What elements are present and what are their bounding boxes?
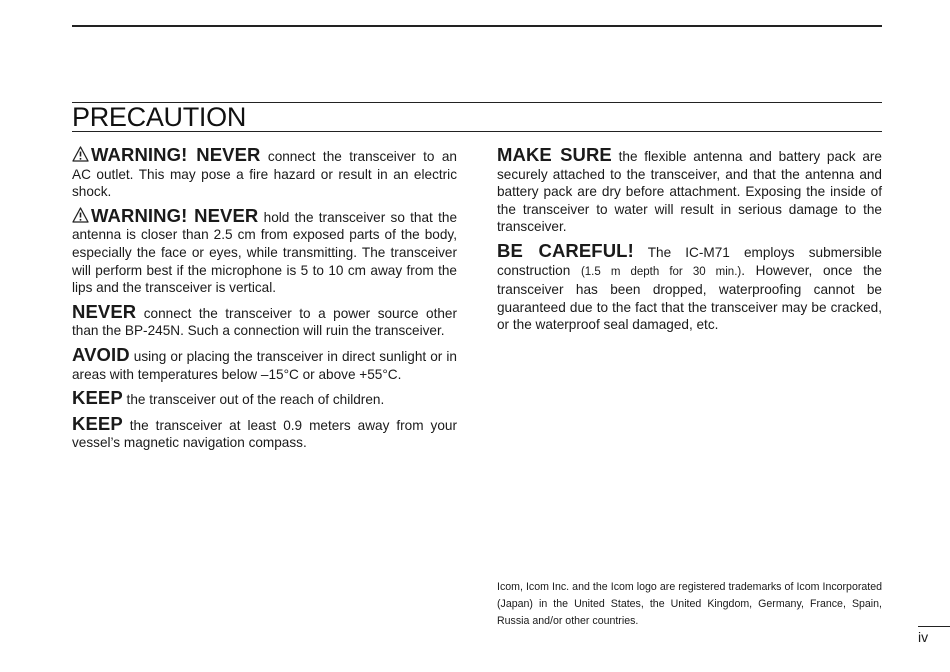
precaution-text: the transceiver at least 0.9 meters away from your vessel’s magnetic navigation compass. (72, 417, 457, 451)
precaution-text: connect the transceiver to a power source other than the BP-245N. Such a connection will ruin the transceiver. (72, 305, 457, 339)
page-title: PRECAUTION (72, 102, 247, 132)
right-column (497, 146, 882, 340)
precaution-lead: KEEP (72, 412, 123, 434)
precaution-lead: WARNING! NEVER (91, 204, 259, 226)
precaution-text: connect the transceiver to an AC outlet. This may pose a fire hazard or result in an electric shock. (72, 149, 457, 200)
precaution-lead: WARNING! NEVER (91, 144, 261, 165)
precaution-item (72, 343, 457, 383)
precaution-item (72, 412, 457, 452)
page-number-rule (918, 626, 950, 627)
precaution-lead: NEVER (72, 300, 137, 322)
precaution-item (72, 389, 457, 409)
precaution-text: the transceiver out of the reach of children. (122, 392, 385, 408)
page-number: iv (918, 629, 929, 645)
warning-triangle-icon (72, 207, 89, 223)
precaution-text: The IC-M71 employs submersible construction (497, 244, 882, 278)
precaution-item (72, 146, 457, 201)
warning-triangle-icon (72, 146, 89, 162)
precaution-lead: BE CAREFUL! (497, 239, 634, 261)
precaution-lead: KEEP (72, 387, 123, 409)
trademark-notice: Icom, Icom Inc. and the Icom logo are registered trademarks of Icom Incorporated (Japan) in the United States, the United Kingdom, Germany, France, Spain, Russia and/or other countries. (497, 581, 882, 627)
precaution-lead: MAKE SURE (497, 144, 612, 165)
precaution-lead: AVOID (72, 343, 130, 365)
precaution-text: . However, once the transceiver has been dropped, waterproofing cannot be guaranteed due to the fact that the transceiver may be cracked, or the waterproof seal damaged, etc. (497, 262, 882, 333)
precaution-text: the flexible antenna and battery pack are securely attached to the transceiver, and that the antenna and battery pack are dry before attachment. Exposing the inside of the transceiver to water will result in serious damage to the transceiver. (497, 149, 882, 235)
depth-note: (1.5 m depth for 30 min.) (580, 265, 742, 278)
precaution-item (497, 146, 882, 236)
title-rule-bottom (72, 131, 882, 132)
precaution-item (72, 300, 457, 340)
precaution-text: hold the transceiver so that the antenna is closer than 2.5 cm from exposed parts of the body, especially the face or eyes, while transmitting. The transceiver will perform best if the microphone is 5 to 10 cm away from the lips and the transceiver is vertical. (72, 209, 458, 296)
precaution-item (497, 239, 882, 334)
top-rule (72, 25, 882, 27)
precaution-item (72, 204, 458, 297)
left-column (72, 146, 457, 458)
precaution-text: using or placing the transceiver in direct sunlight or in areas with temperatures below –15°C or above +55°C. (72, 348, 457, 382)
